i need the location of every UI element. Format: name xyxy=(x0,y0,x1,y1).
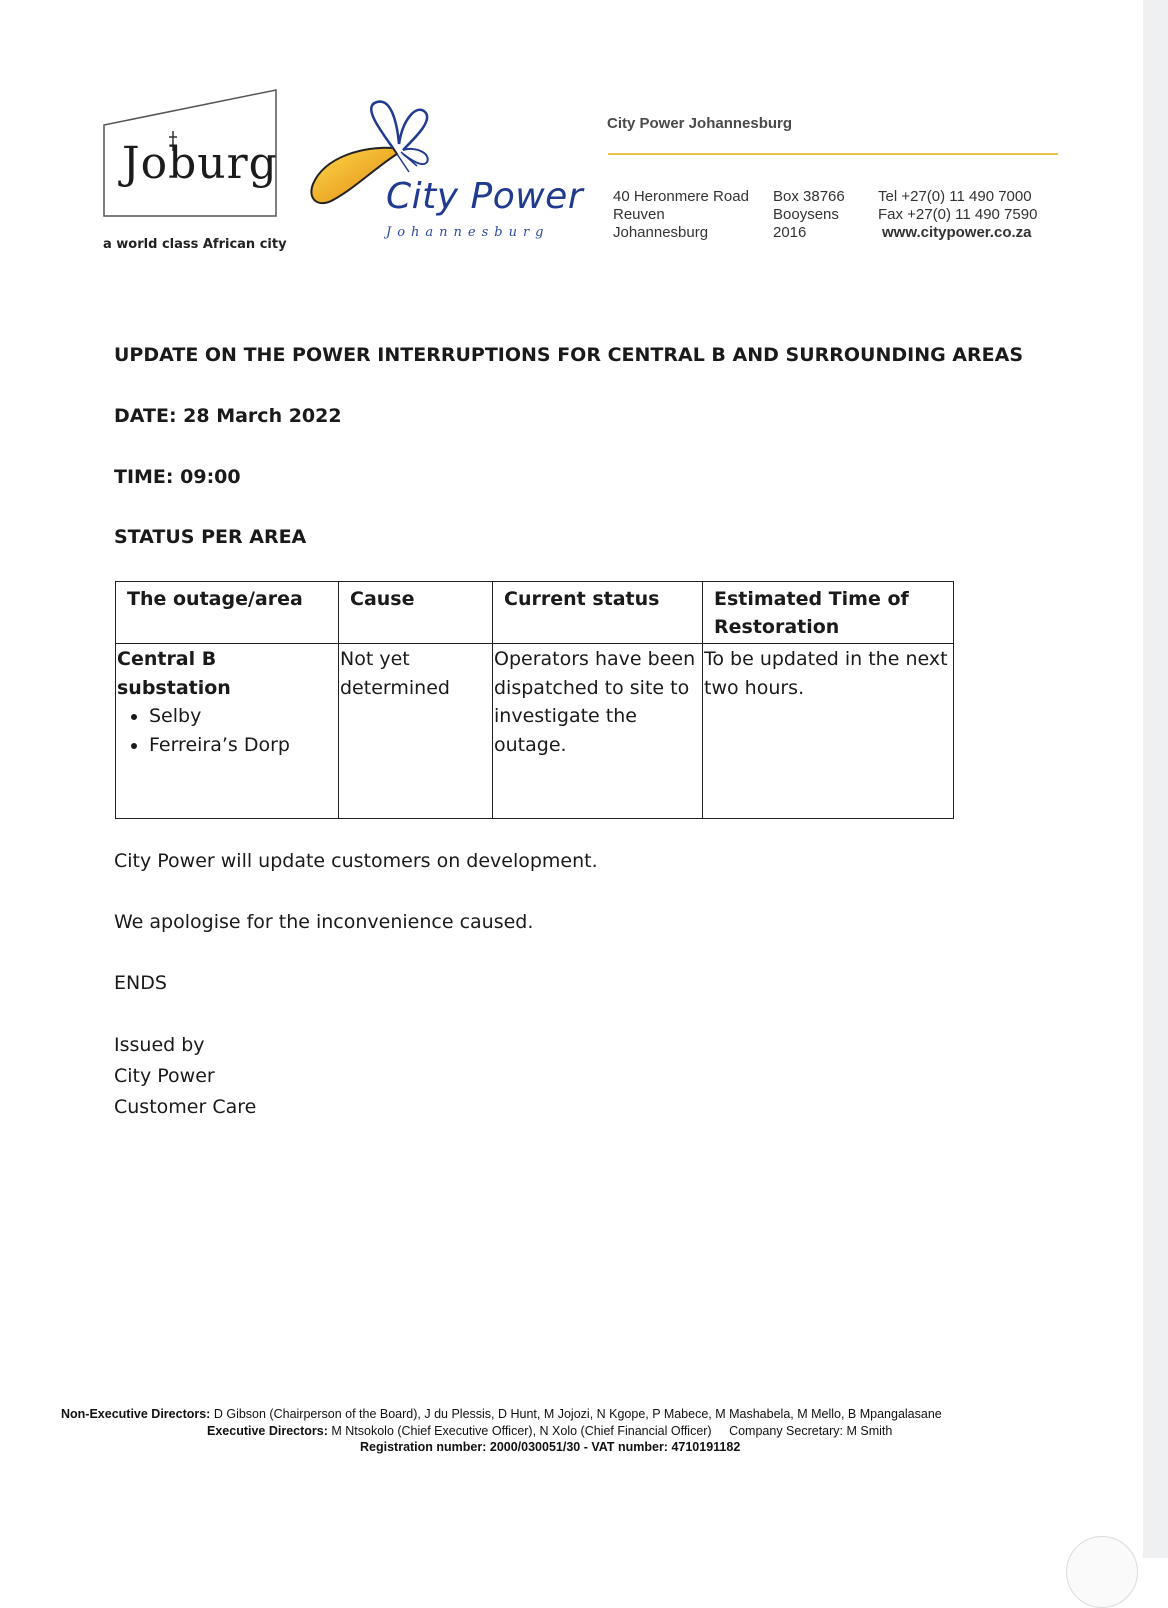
document-title: UPDATE ON THE POWER INTERRUPTIONS FOR CENTRAL B AND SURROUNDING AREAS xyxy=(114,344,1024,366)
registration-line: Registration number: 2000/030051/30 - VAT number: 4710191182 xyxy=(360,1440,741,1454)
fax-line: Fax +27(0) 11 490 7590 xyxy=(878,206,1038,223)
issuer-department: Customer Care xyxy=(114,1096,257,1118)
column-header: The outage/area xyxy=(116,582,339,644)
header-rule xyxy=(608,153,1058,155)
address-block xyxy=(613,188,749,242)
column-header: Estimated Time of Restoration xyxy=(703,582,954,644)
section-heading: STATUS PER AREA xyxy=(114,526,307,548)
area-cell xyxy=(116,644,339,819)
cause-cell: Not yet determined xyxy=(339,644,493,819)
company-name: City Power Johannesburg xyxy=(607,115,793,132)
nonexec-names: D Gibson (Chairperson of the Board), J du Plessis, D Hunt, M Jojozi, N Kgope, P Mabece, M Mashabela, M Mello, B Mpangalasane xyxy=(213,1407,942,1421)
contact-block xyxy=(878,188,1037,242)
exec-label: Executive Directors: xyxy=(207,1424,328,1438)
address-line: Johannesburg xyxy=(613,224,709,241)
city-power-logo-subtitle: Johannesburg xyxy=(386,225,550,240)
address-line: 40 Heronmere Road xyxy=(613,188,749,205)
update-line: City Power will update customers on development. xyxy=(114,850,598,872)
footer-exec xyxy=(207,1424,1168,1438)
scroll-button[interactable] xyxy=(1066,1536,1138,1608)
etr-cell: To be updated in the next two hours. xyxy=(703,644,954,819)
joburg-logo: Joburg xyxy=(122,138,278,189)
apology-line: We apologise for the inconvenience caused. xyxy=(114,911,534,933)
status-cell: Operators have been dispatched to site to investigate the outage. xyxy=(493,644,703,819)
exec-names: M Ntsokolo (Chief Executive Officer), N Xolo (Chief Financial Officer) xyxy=(331,1424,712,1438)
table-header-row xyxy=(116,582,954,644)
website-link[interactable]: www.citypower.co.za xyxy=(882,224,1032,241)
date-line: DATE: 28 March 2022 xyxy=(114,405,342,427)
phone-line: Tel +27(0) 11 490 7000 xyxy=(878,188,1032,205)
postal-line: Booysens xyxy=(773,206,839,223)
address-line: Reuven xyxy=(613,206,665,223)
postal-line: 2016 xyxy=(773,224,807,241)
list-item: • Selby xyxy=(149,702,336,731)
city-power-logo-text: City Power xyxy=(386,176,584,217)
postal-block xyxy=(773,188,845,242)
company-secretary: Company Secretary: M Smith xyxy=(729,1424,893,1438)
nonexec-label: Non-Executive Directors: xyxy=(61,1407,211,1421)
ends-line: ENDS xyxy=(114,972,167,994)
joburg-tagline: a world class African city xyxy=(103,237,287,252)
issued-by-line: Issued by xyxy=(114,1034,205,1056)
viewer-side-strip xyxy=(1143,0,1168,1558)
area-name: Central B substation xyxy=(117,648,231,699)
postal-line: Box 38766 xyxy=(773,188,845,205)
status-table xyxy=(115,581,954,819)
suburb-list xyxy=(117,702,336,759)
column-header: Current status xyxy=(493,582,703,644)
table-row xyxy=(116,644,954,819)
list-item: • Ferreira’s Dorp xyxy=(149,731,336,760)
time-line: TIME: 09:00 xyxy=(114,466,241,488)
column-header: Cause xyxy=(339,582,493,644)
footer-nonexec xyxy=(61,1407,1141,1421)
issuer-line: City Power xyxy=(114,1065,215,1087)
